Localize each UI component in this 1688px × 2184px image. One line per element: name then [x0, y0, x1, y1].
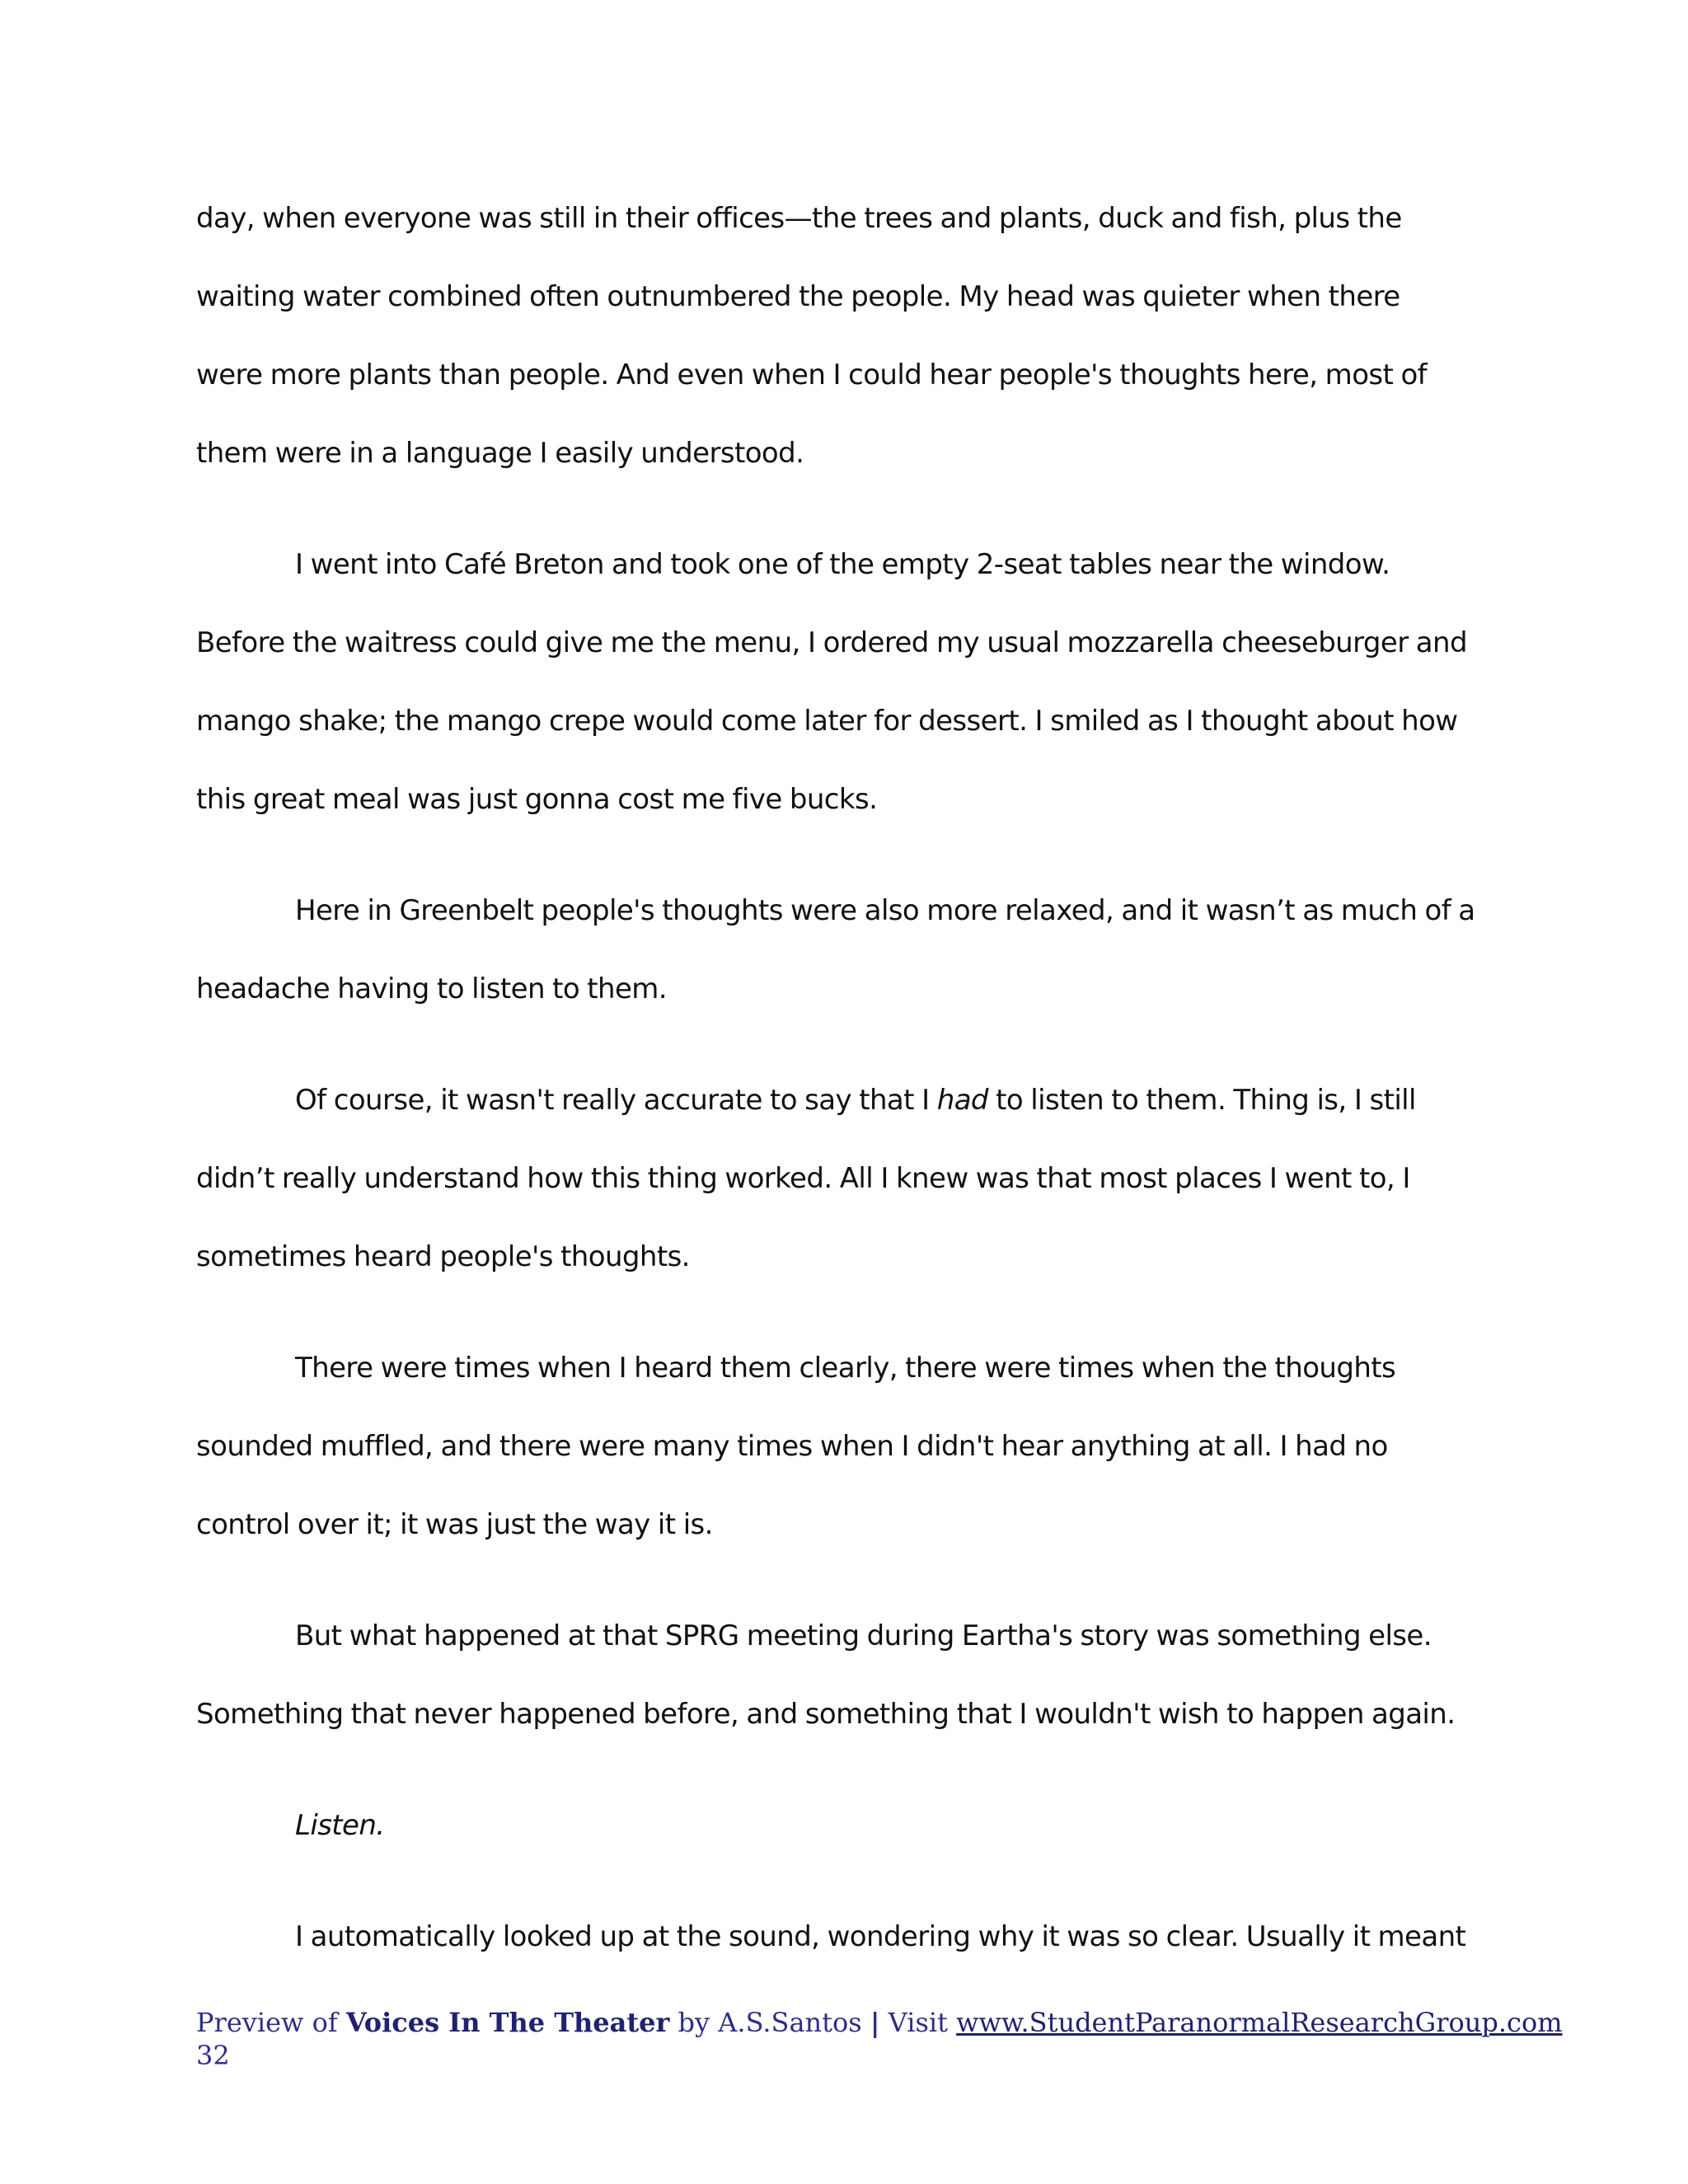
paragraph-gap — [196, 1032, 1507, 1065]
page-number: 32 — [196, 2040, 230, 2071]
text-line: Something that never happened before, and something that I wouldn't wish to happen again. — [196, 1698, 1456, 1731]
footer-author: by A.S.Santos — [669, 2007, 870, 2038]
paragraph-gap — [196, 842, 1507, 875]
paragraph-gap — [196, 1868, 1507, 1901]
paragraph-gap — [196, 1300, 1507, 1333]
story-text — [196, 183, 1507, 1980]
website-link[interactable]: www.StudentParanormalResearchGroup.com — [956, 2007, 1563, 2038]
text-line: Here in Greenbelt people's thoughts were also more relaxed, and it wasn’t as much of a — [295, 894, 1475, 927]
book-title: Voices In The Theater — [345, 2007, 670, 2038]
text-line: waiting water combined often outnumbered the people. My head was quieter when there — [196, 280, 1400, 313]
text-line: sounded muffled, and there were many times when I didn't hear anything at all. I had no — [196, 1430, 1388, 1463]
text-line: were more plants than people. And even when I could hear people's thoughts here, most of — [196, 359, 1428, 391]
text-line: There were times when I heard them clearly, there were times when the thoughts — [295, 1352, 1396, 1385]
paragraph-gap — [196, 1568, 1507, 1601]
text-line: I automatically looked up at the sound, wondering why it was so clear. Usually it meant — [295, 1920, 1466, 1953]
text-line: them were in a language I easily understood. — [196, 437, 804, 470]
footer-preview-line — [196, 2006, 1563, 2039]
footer-preview-label: Preview of — [196, 2007, 346, 2038]
text-line: Listen. — [295, 1809, 385, 1842]
page-footer — [196, 2006, 1563, 2072]
footer-visit-label: Visit — [879, 2007, 957, 2038]
paragraph-gap — [196, 496, 1507, 529]
text-line: day, when everyone was still in their offices—the trees and plants, duck and fish, plus the — [196, 202, 1402, 235]
text-line — [196, 1065, 1507, 1143]
text-segment: to listen to them. Thing is, I still — [987, 1084, 1416, 1117]
text-line: sometimes heard people's thoughts. — [196, 1240, 690, 1273]
text-line: But what happened at that SPRG meeting during Eartha's story was something else. — [295, 1619, 1432, 1652]
text-segment: Of course, it wasn't really accurate to say that I — [295, 1084, 937, 1117]
text-line: this great meal was just gonna cost me five bucks. — [196, 783, 878, 816]
footer-separator: | — [870, 2007, 880, 2038]
text-line: Before the waitress could give me the menu, I ordered my usual mozzarella cheeseburger and — [196, 626, 1467, 659]
text-line: didn’t really understand how this thing worked. All I knew was that most places I went to, I — [196, 1162, 1410, 1195]
text-line: control over it; it was just the way it is. — [196, 1508, 713, 1541]
text-line: I went into Café Breton and took one of the empty 2-seat tables near the window. — [295, 548, 1390, 581]
text-line: mango shake; the mango crepe would come later for dessert. I smiled as I thought about how — [196, 705, 1458, 738]
italic-emphasis: had — [936, 1084, 988, 1117]
paragraph-gap — [196, 1757, 1507, 1790]
text-line: headache having to listen to them. — [196, 972, 667, 1005]
